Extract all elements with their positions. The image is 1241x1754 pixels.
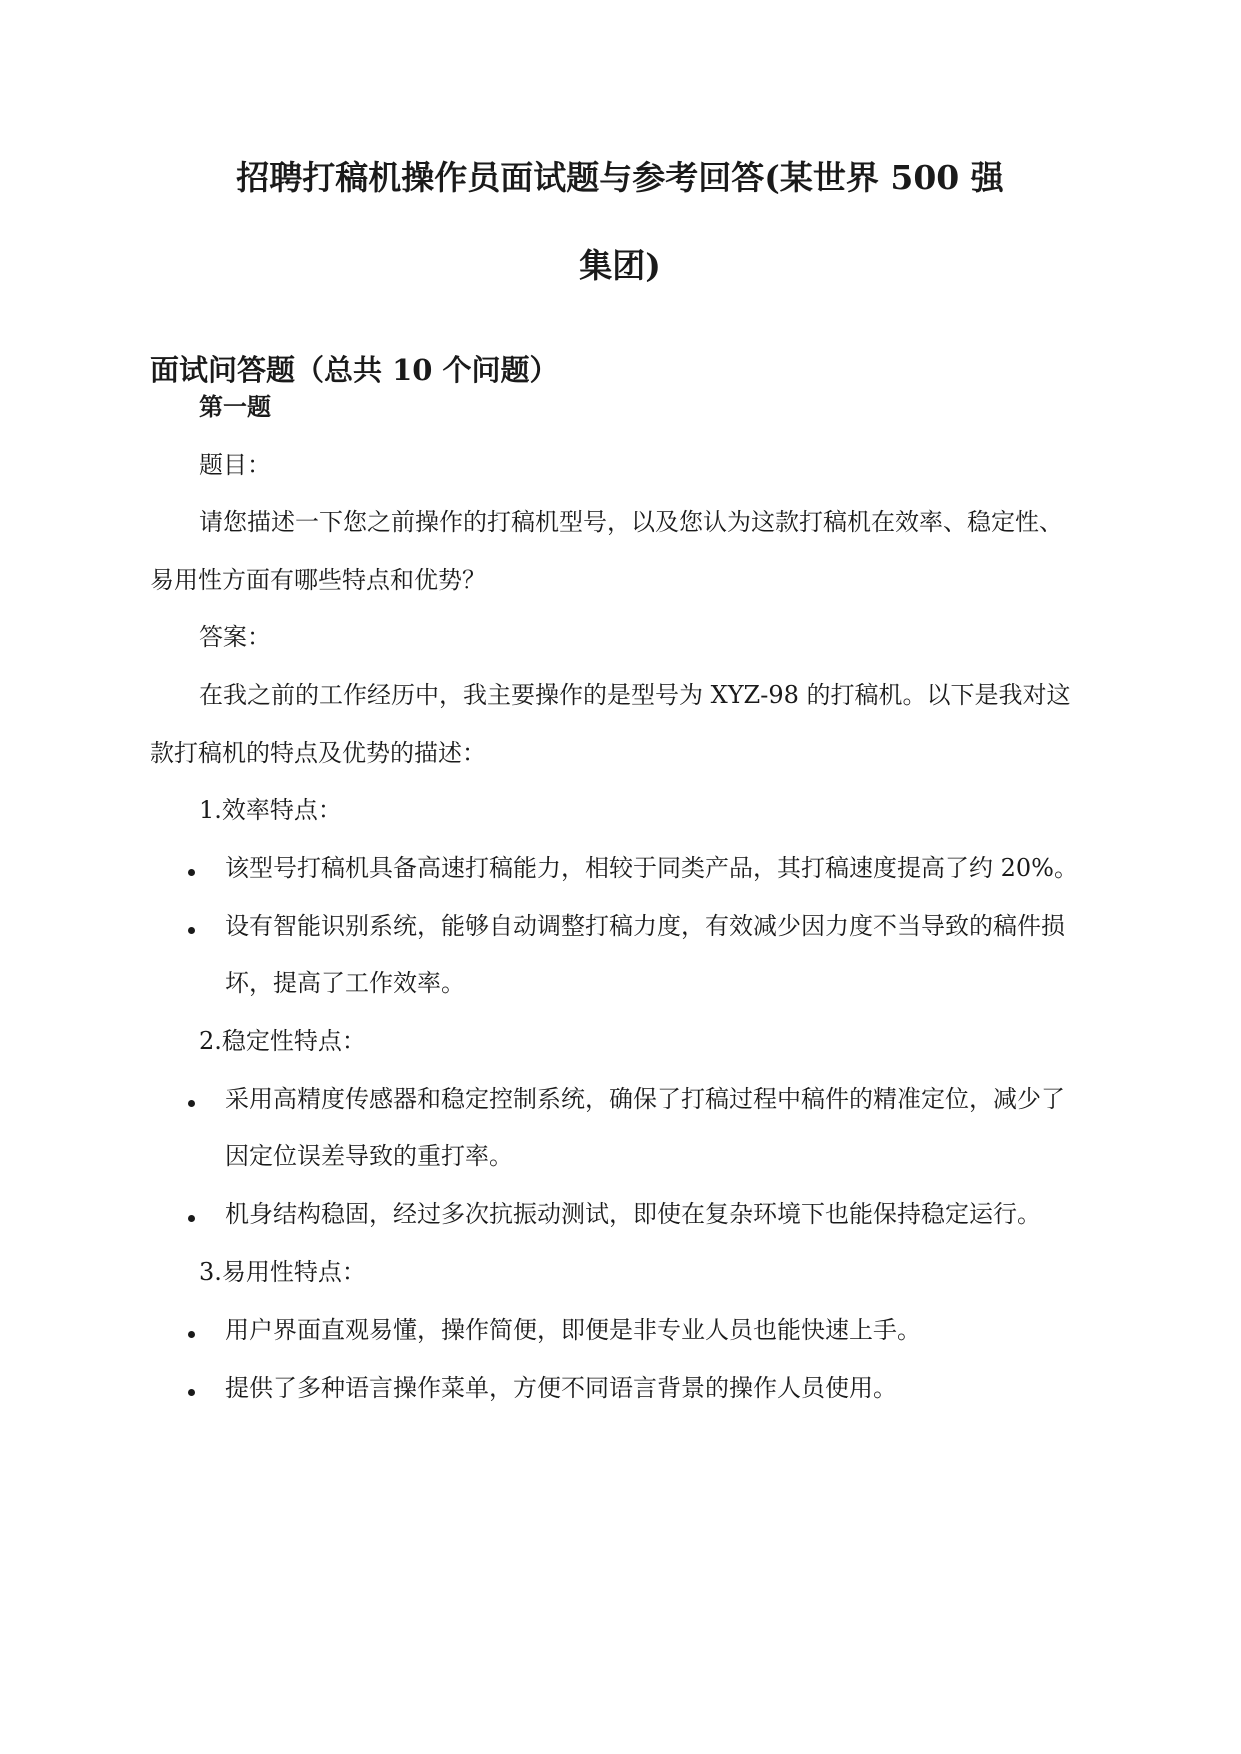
answer-label: 答案： — [199, 623, 271, 651]
bullet-item-text: 用户界面直观易懂，操作简便，即便是非专业人员也能快速上手。 — [225, 1316, 921, 1344]
answer-text-line-1: 在我之前的工作经历中，我主要操作的是型号为 XYZ-98 的打稿机。以下是我对这 — [199, 681, 1071, 709]
bullet-item-text: 采用高精度传感器和稳定控制系统，确保了打稿过程中稿件的精准定位，减少了 — [225, 1085, 1065, 1113]
question-number-label: 第一题 — [199, 392, 271, 421]
question-text-line-1: 请您描述一下您之前操作的打稿机型号，以及您认为这款打稿机在效率、稳定性、 — [199, 508, 1063, 536]
bullet-item-text: 设有智能识别系统，能够自动调整打稿力度，有效减少因力度不当导致的稿件损 — [225, 912, 1065, 940]
bullet-item-text: 机身结构稳固，经过多次抗振动测试，即使在复杂环境下也能保持稳定运行。 — [225, 1200, 1041, 1228]
bullet-item-text: 该型号打稿机具备高速打稿能力，相较于同类产品，其打稿速度提高了约 20%。 — [225, 854, 1078, 882]
bullet-dot-icon — [188, 1100, 195, 1107]
bullet-item-text-continued: 因定位误差导致的重打率。 — [225, 1142, 513, 1170]
document-title-line-2: 集团) — [579, 246, 661, 285]
answer-text-line-2: 款打稿机的特点及优势的描述： — [150, 739, 486, 767]
question-text-line-2: 易用性方面有哪些特点和优势？ — [150, 566, 486, 594]
bullet-dot-icon — [188, 927, 195, 934]
bullet-item-text: 提供了多种语言操作菜单，方便不同语言背景的操作人员使用。 — [225, 1374, 897, 1402]
group-heading-usability: 3.易用性特点： — [199, 1258, 366, 1286]
group-heading-efficiency: 1.效率特点： — [199, 796, 342, 824]
bullet-dot-icon — [188, 1331, 195, 1338]
bullet-dot-icon — [188, 869, 195, 876]
bullet-dot-icon — [188, 1389, 195, 1396]
bullet-dot-icon — [188, 1215, 195, 1222]
group-heading-stability: 2.稳定性特点： — [199, 1027, 366, 1055]
document-title-line-1: 招聘打稿机操作员面试题与参考回答(某世界 500 强 — [236, 158, 1004, 197]
bullet-item-text-continued: 坏，提高了工作效率。 — [225, 969, 465, 997]
section-heading: 面试问答题（总共 10 个问题） — [150, 353, 559, 387]
question-label: 题目： — [199, 451, 271, 479]
